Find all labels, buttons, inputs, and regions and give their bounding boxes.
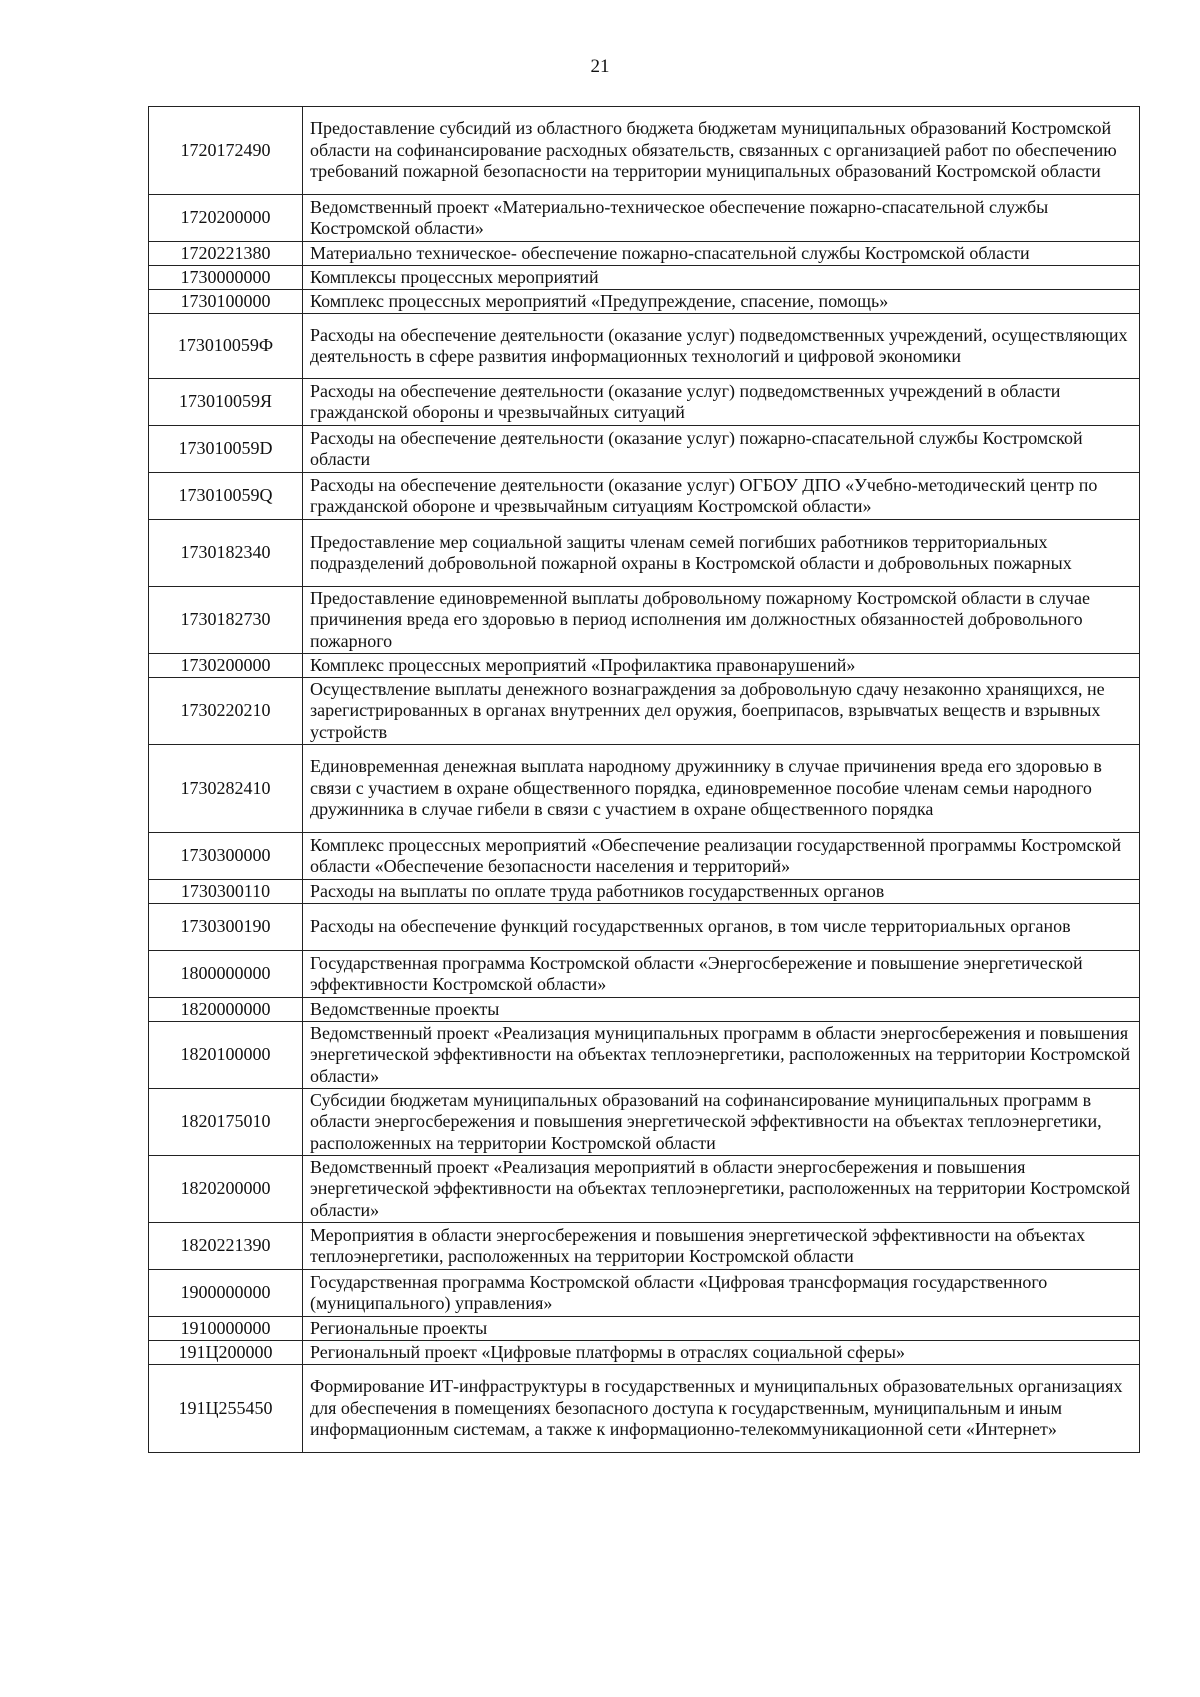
target-code-cell: 1730100000 xyxy=(149,290,303,314)
table-row xyxy=(149,107,1140,195)
target-description-cell: Ведомственный проект «Реализация муниципальных программ в области энергосбережения и повышения энергетической эффективности на объектах теплоэнергетики, расположенных на территории Костромской области» xyxy=(303,1022,1140,1089)
table-row xyxy=(149,520,1140,587)
table-row xyxy=(149,1317,1140,1341)
target-description-cell: Комплекс процессных мероприятий «Профилактика правонарушений» xyxy=(303,654,1140,678)
table-row xyxy=(149,290,1140,314)
target-description-cell: Ведомственный проект «Материально-техническое обеспечение пожарно-спасательной службы Костромской области» xyxy=(303,195,1140,242)
table-row xyxy=(149,195,1140,242)
table-row xyxy=(149,678,1140,745)
target-code-cell: 1730000000 xyxy=(149,266,303,290)
table-row xyxy=(149,1223,1140,1270)
target-description-cell: Формирование ИТ-инфраструктуры в государственных и муниципальных образовательных организациях для обеспечения в помещениях безопасного доступа к государственным, муниципальным и иным информационным системам, а также к информационно-телекоммуникационной сети «Интернет» xyxy=(303,1365,1140,1453)
target-code-cell: 173010059Q xyxy=(149,473,303,520)
table-row xyxy=(149,1089,1140,1156)
table-row xyxy=(149,880,1140,904)
budget-classification-table xyxy=(148,106,1140,1453)
target-code-cell: 173010059Я xyxy=(149,379,303,426)
table-row xyxy=(149,833,1140,880)
target-description-cell: Региональные проекты xyxy=(303,1317,1140,1341)
target-description-cell: Предоставление единовременной выплаты добровольному пожарному Костромской области в случае причинения вреда его здоровью в период исполнения им должностных обязанностей добровольного пожарного xyxy=(303,587,1140,654)
table-row xyxy=(149,473,1140,520)
target-description-cell: Региональный проект «Цифровые платформы в отраслях социальной сферы» xyxy=(303,1341,1140,1365)
target-description-cell: Расходы на выплаты по оплате труда работников государственных органов xyxy=(303,880,1140,904)
target-code-cell: 173010059Ф xyxy=(149,314,303,379)
target-description-cell: Комплексы процессных мероприятий xyxy=(303,266,1140,290)
table-row xyxy=(149,1341,1140,1365)
target-code-cell: 1910000000 xyxy=(149,1317,303,1341)
target-code-cell: 1730182730 xyxy=(149,587,303,654)
target-code-cell: 1730300190 xyxy=(149,904,303,951)
target-description-cell: Комплекс процессных мероприятий «Предупреждение, спасение, помощь» xyxy=(303,290,1140,314)
target-description-cell: Расходы на обеспечение деятельности (оказание услуг) ОГБОУ ДПО «Учебно-методический центр по гражданской обороне и чрезвычайным ситуациям Костромской области» xyxy=(303,473,1140,520)
target-description-cell: Государственная программа Костромской области «Цифровая трансформация государственного (муниципального) управления» xyxy=(303,1270,1140,1317)
target-description-cell: Мероприятия в области энергосбережения и повышения энергетической эффективности на объектах теплоэнергетики, расположенных на территории Костромской области xyxy=(303,1223,1140,1270)
target-description-cell: Ведомственный проект «Реализация мероприятий в области энергосбережения и повышения энергетической эффективности на объектах теплоэнергетики, расположенных на территории Костромской области» xyxy=(303,1156,1140,1223)
target-description-cell: Расходы на обеспечение деятельности (оказание услуг) подведомственных учреждений, осуществляющих деятельность в сфере развития информационных технологий и цифровой экономики xyxy=(303,314,1140,379)
target-code-cell: 1900000000 xyxy=(149,1270,303,1317)
target-description-cell: Предоставление субсидий из областного бюджета бюджетам муниципальных образований Костромской области на софинансирование расходных обязательств, связанных с организацией работ по обеспечению требований пожарной безопасности на территории муниципальных образований Костромской области xyxy=(303,107,1140,195)
target-code-cell: 1820100000 xyxy=(149,1022,303,1089)
target-code-cell: 173010059D xyxy=(149,426,303,473)
table-row xyxy=(149,998,1140,1022)
table-row xyxy=(149,426,1140,473)
table-row xyxy=(149,587,1140,654)
target-code-cell: 1820000000 xyxy=(149,998,303,1022)
page-number: 21 xyxy=(590,56,610,77)
table-row xyxy=(149,654,1140,678)
target-code-cell: 1820175010 xyxy=(149,1089,303,1156)
target-description-cell: Материально техническое- обеспечение пожарно-спасательной службы Костромской области xyxy=(303,242,1140,266)
target-description-cell: Субсидии бюджетам муниципальных образований на софинансирование муниципальных программ в области энергосбережения и повышения энергетической эффективности на объектах теплоэнергетики, расположенных на территории Костромской области xyxy=(303,1089,1140,1156)
target-code-cell: 1730300110 xyxy=(149,880,303,904)
target-code-cell: 1730282410 xyxy=(149,745,303,833)
target-code-cell: 1720200000 xyxy=(149,195,303,242)
target-description-cell: Единовременная денежная выплата народному дружиннику в случае причинения вреда его здоровью в связи с участием в охране общественного порядка, единовременное пособие членам семьи народного дружинника в случае гибели в связи с участием в охране общественного порядка xyxy=(303,745,1140,833)
table-row xyxy=(149,314,1140,379)
target-code-cell: 1730200000 xyxy=(149,654,303,678)
table-row xyxy=(149,1365,1140,1453)
target-code-cell: 1720221380 xyxy=(149,242,303,266)
target-description-cell: Комплекс процессных мероприятий «Обеспечение реализации государственной программы Костромской области «Обеспечение безопасности населения и территорий» xyxy=(303,833,1140,880)
target-code-cell: 191Ц255450 xyxy=(149,1365,303,1453)
table-row xyxy=(149,1022,1140,1089)
table-row xyxy=(149,904,1140,951)
target-code-cell: 1730220210 xyxy=(149,678,303,745)
target-description-cell: Осуществление выплаты денежного вознаграждения за добровольную сдачу незаконно хранящихся, не зарегистрированных в органах внутренних дел оружия, боеприпасов, взрывчатых веществ и взрывных устройств xyxy=(303,678,1140,745)
target-description-cell: Ведомственные проекты xyxy=(303,998,1140,1022)
table-row xyxy=(149,242,1140,266)
target-code-cell: 1720172490 xyxy=(149,107,303,195)
target-code-cell: 1820221390 xyxy=(149,1223,303,1270)
target-code-cell: 1800000000 xyxy=(149,951,303,998)
target-description-cell: Предоставление мер социальной защиты членам семей погибших работников территориальных подразделений добровольной пожарной охраны в Костромской области и добровольных пожарных xyxy=(303,520,1140,587)
table-row xyxy=(149,951,1140,998)
table-row xyxy=(149,1156,1140,1223)
table-row xyxy=(149,1270,1140,1317)
target-description-cell: Государственная программа Костромской области «Энергосбережение и повышение энергетической эффективности Костромской области» xyxy=(303,951,1140,998)
table-row xyxy=(149,379,1140,426)
target-code-cell: 191Ц200000 xyxy=(149,1341,303,1365)
table-body xyxy=(149,107,1140,1453)
target-description-cell: Расходы на обеспечение деятельности (оказание услуг) подведомственных учреждений в области гражданской обороны и чрезвычайных ситуаций xyxy=(303,379,1140,426)
target-description-cell: Расходы на обеспечение деятельности (оказание услуг) пожарно-спасательной службы Костромской области xyxy=(303,426,1140,473)
table-row xyxy=(149,266,1140,290)
table-row xyxy=(149,745,1140,833)
target-code-cell: 1730182340 xyxy=(149,520,303,587)
target-description-cell: Расходы на обеспечение функций государственных органов, в том числе территориальных органов xyxy=(303,904,1140,951)
target-code-cell: 1730300000 xyxy=(149,833,303,880)
target-code-cell: 1820200000 xyxy=(149,1156,303,1223)
